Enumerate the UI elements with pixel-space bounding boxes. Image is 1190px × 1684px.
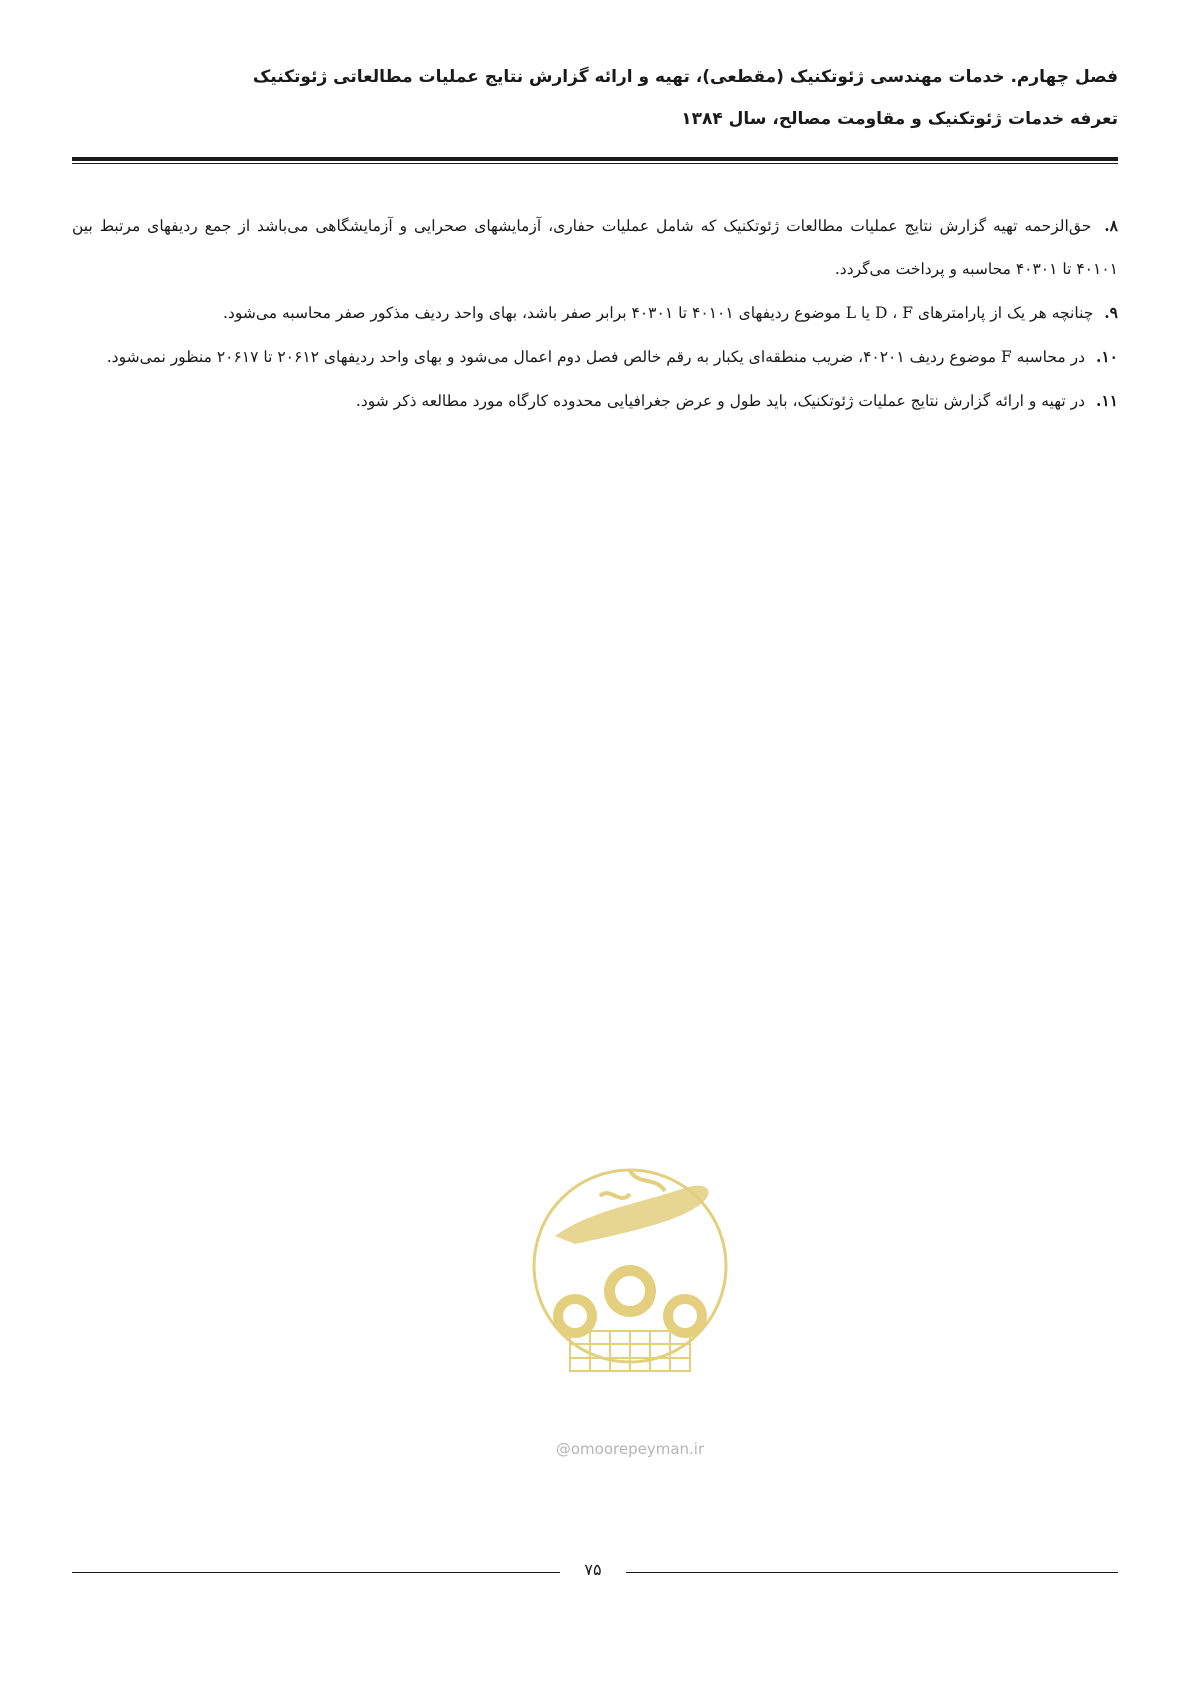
header-rule-thick xyxy=(72,157,1118,161)
note-text: در محاسبه F موضوع ردیف ۴۰۲۰۱، ضریب منطقه‌ای یکبار به رقم خالص فصل دوم اعمال می‌شود و بهای واحد ردیفهای ۲۰۶۱۲ تا ۲۰۶۱۷ منظور نمی‌شود. xyxy=(106,348,1085,366)
watermark-caption: @omoorepeyman.ir xyxy=(555,1440,705,1458)
notes-list xyxy=(72,204,1118,423)
note-number: ۹. xyxy=(1104,303,1118,322)
page-header xyxy=(72,56,1118,140)
note-text: حق‌الزحمه تهیه گزارش نتایج عملیات مطالعات ژئوتکنیک که شامل عملیات حفاری، آزمایشهای صحرایی و آزمایشگاهی می‌باشد از جمع ردیفهای مرتبط بین ۴۰۱۰۱ تا ۴۰۳۰۱ محاسبه و پرداخت می‌گردد. xyxy=(72,217,1118,278)
footer-rule-right xyxy=(626,1572,1118,1573)
note-text: چنانچه هر یک از پارامترهای D ، F یا L موضوع ردیفهای ۴۰۱۰۱ تا ۴۰۳۰۱ برابر صفر باشد، بهای واحد ردیف مذکور صفر محاسبه می‌شود. xyxy=(223,304,1094,322)
note-text: در تهیه و ارائه گزارش نتایج عملیات ژئوتکنیک، باید طول و عرض جغرافیایی محدوده کارگاه مورد مطالعه ذکر شود. xyxy=(355,392,1085,410)
note-item-8 xyxy=(72,204,1118,291)
note-number: ۱۱. xyxy=(1095,391,1118,410)
page-number: ۷۵ xyxy=(584,1560,602,1579)
watermark-logo xyxy=(480,1116,780,1416)
note-item-11 xyxy=(72,379,1118,423)
note-item-10 xyxy=(72,335,1118,379)
chapter-title: فصل چهارم. خدمات مهندسی ژئوتکنیک (مقطعی)، تهیه و ارائه گزارش نتایج عملیات مطالعاتی ژئوتکنیک xyxy=(252,67,1118,87)
footer-rule-left xyxy=(72,1572,560,1573)
document-title: تعرفه خدمات ژئوتکنیک و مقاومت مصالح، سال ۱۳۸۴ xyxy=(681,109,1118,129)
note-item-9 xyxy=(72,291,1118,335)
note-number: ۸. xyxy=(1104,216,1118,235)
header-rule-thin xyxy=(72,163,1118,164)
note-number: ۱۰. xyxy=(1095,347,1118,366)
